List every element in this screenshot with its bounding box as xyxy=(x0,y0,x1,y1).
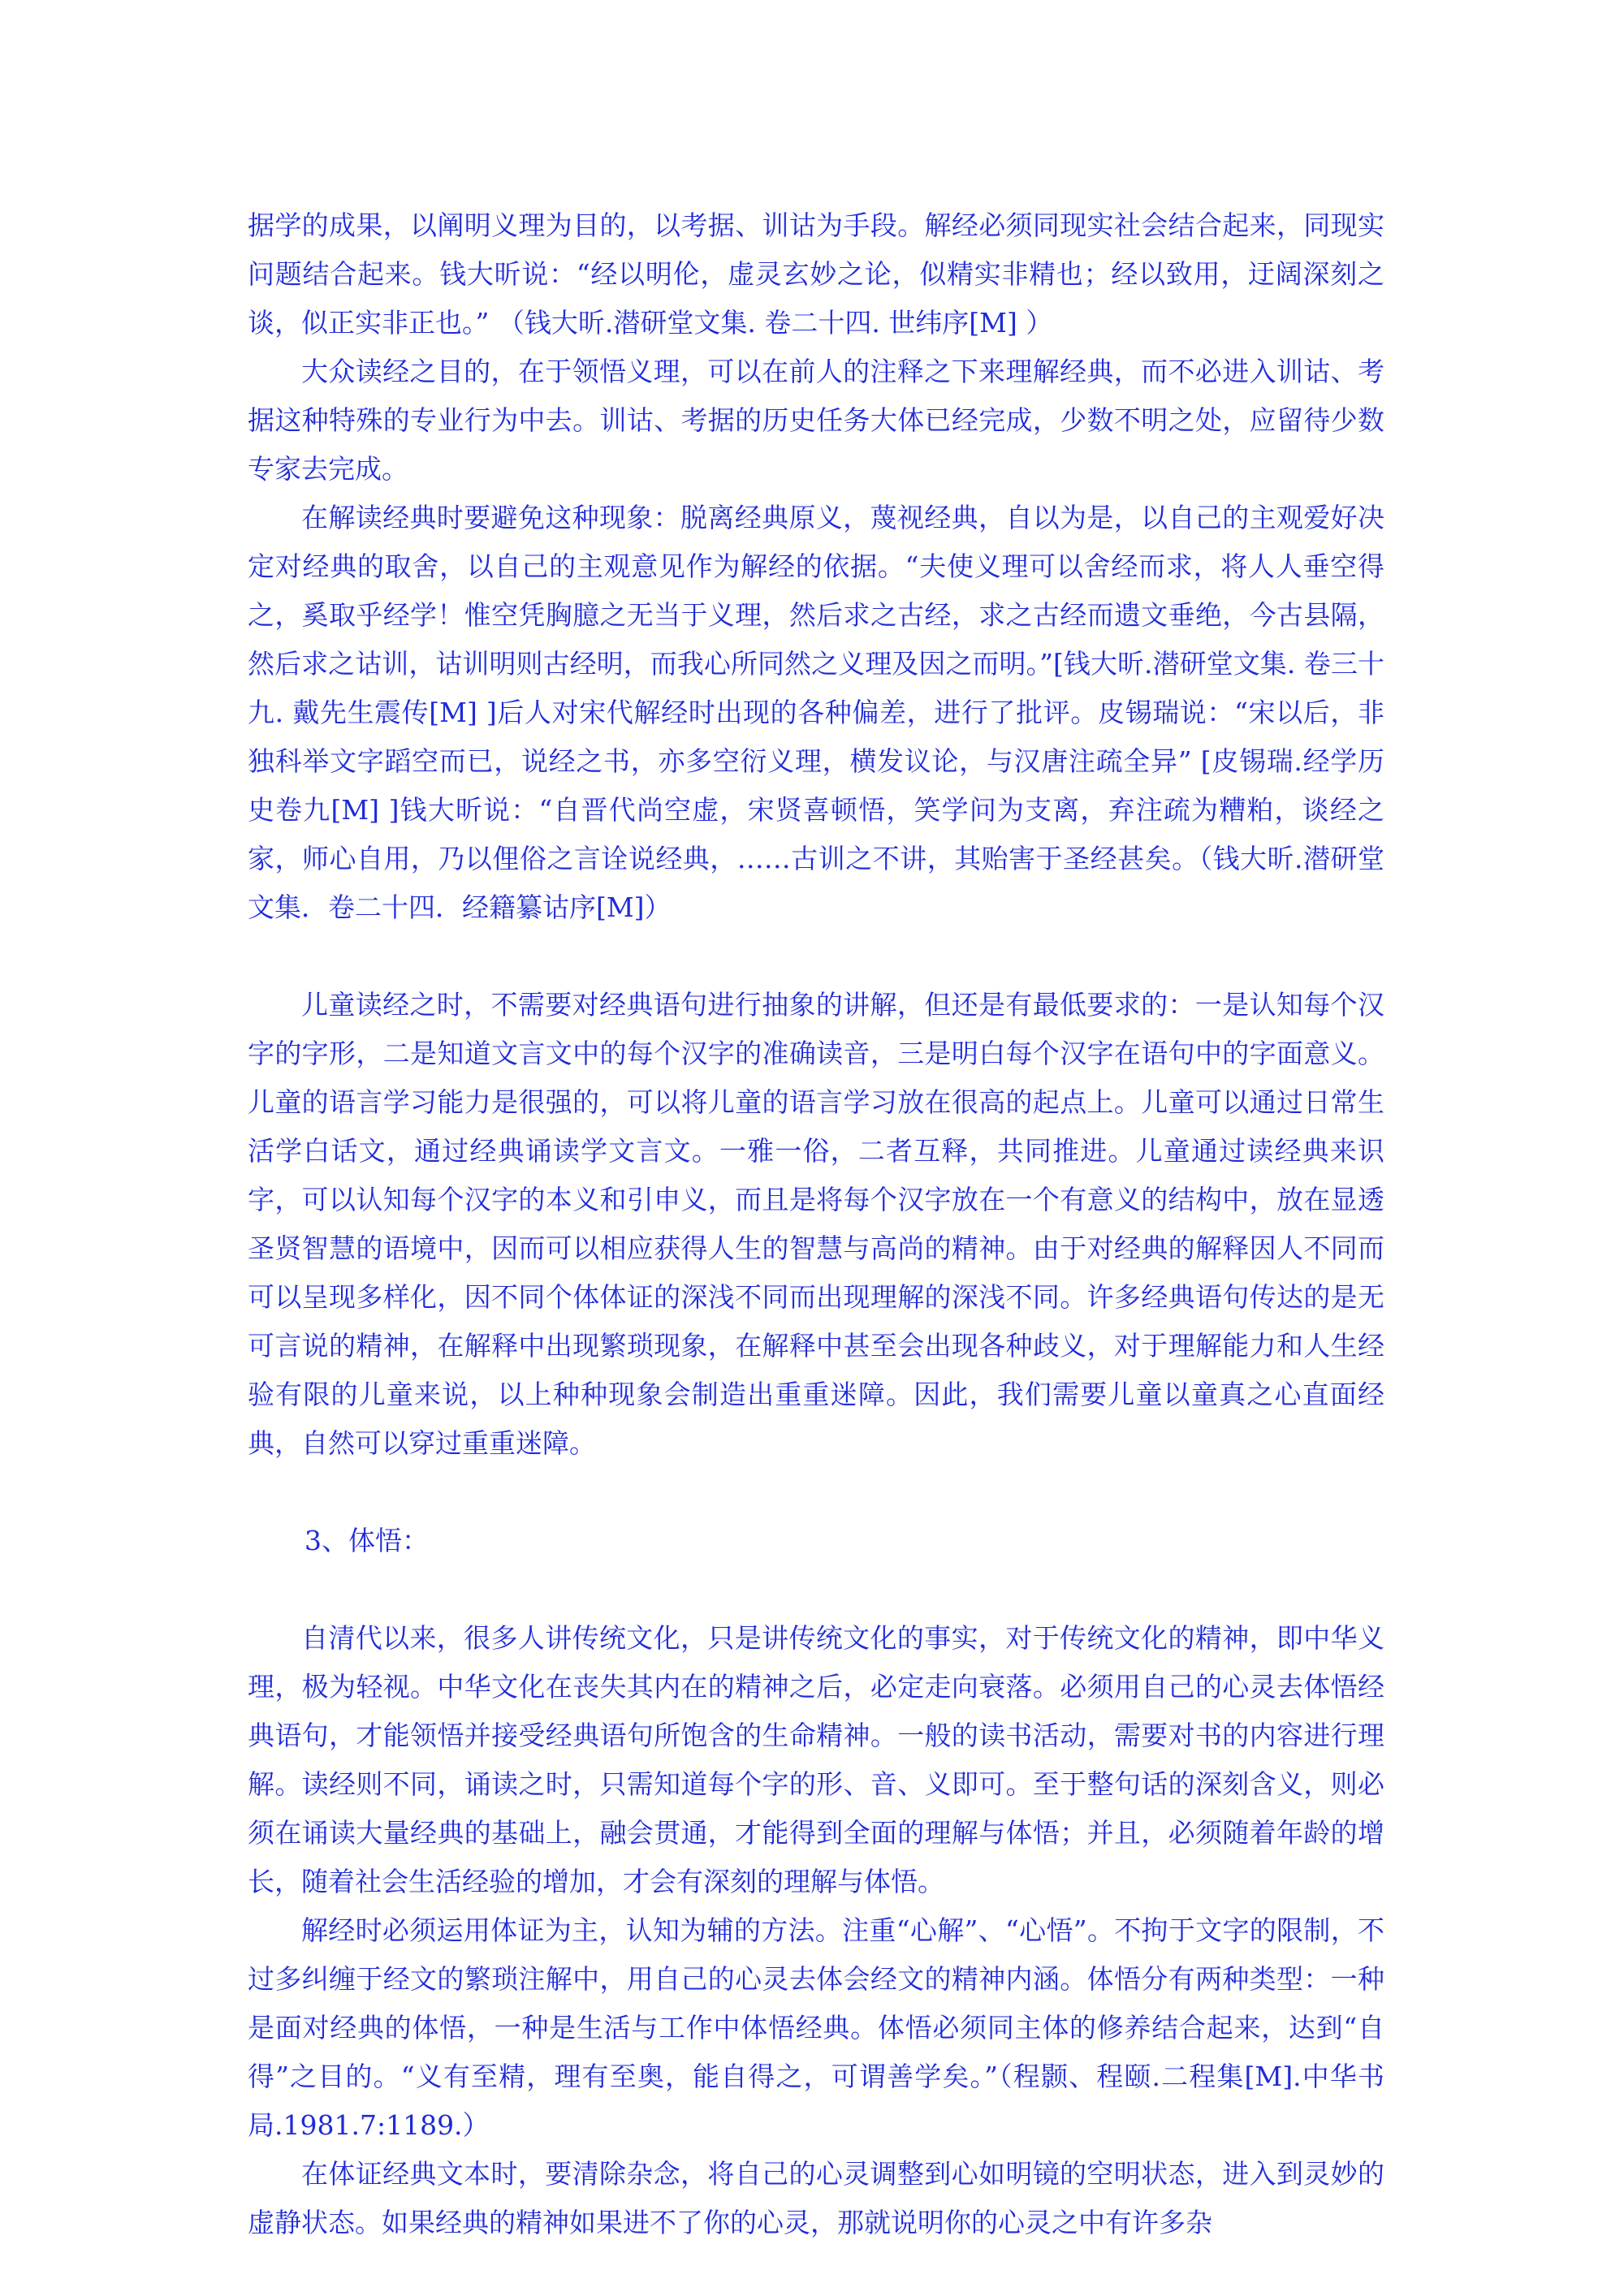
paragraph-qing-dynasty: 自清代以来，很多人讲传统文化，只是讲传统文化的事实，对于传统文化的精神，即中华义理，极为轻视。中华文化在丧失其内在的精神之后，必定走向衰落。必须用自己的心灵去体悟经典语句，才能领悟并接受经典语句所饱含的生命精神。一般的读书活动，需要对书的内容进行理解。读经则不同，诵读之时，只需知道每个字的形、音、义即可。至于整句话的深刻含义，则必须在诵读大量经典的基础上，融会贯通，才能得到全面的理解与体悟；并且，必须随着年龄的增长，随着社会生活经验的增加，才会有深刻的理解与体悟。 xyxy=(248,1622,1384,1897)
paragraph-clear-mind: 在体证经典文本时，要清除杂念，将自己的心灵调整到心如明镜的空明状态，进入到灵妙的虚静状态。如果经典的精神如果进不了你的心灵，那就说明你的心灵之中有许多杂 xyxy=(248,2158,1384,2238)
paragraph-children-reading: 儿童读经之时，不需要对经典语句进行抽象的讲解，但还是有最低要求的：一是认知每个汉字的字形，二是知道文言文中的每个汉字的准确读音，三是明白每个汉字在语句中的字面意义。儿童的语言学习能力是很强的，可以将儿童的语言学习放在很高的起点上。儿童可以通过日常生活学白话文，通过经典诵读学文言文。一雅一俗，二者互释，共同推进。儿童通过读经典来识字，可以认知每个汉字的本义和引申义，而且是将每个汉字放在一个有意义的结构中，放在显透圣贤智慧的语境中，因而可以相应获得人生的智慧与高尚的精神。由于对经典的解释因人不同而可以呈现多样化，因不同个体体证的深浅不同而出现理解的深浅不同。许多经典语句传达的是无可言说的精神，在解释中出现繁琐现象，在解释中甚至会出现各种歧义，对于理解能力和人生经验有限的儿童来说，以上种种现象会制造出重重迷障。因此，我们需要儿童以童真之心直面经典，自然可以穿过重重迷障。 xyxy=(248,989,1384,1459)
document-body xyxy=(248,201,1384,2247)
paragraph-gap xyxy=(248,1565,1384,1614)
paragraph-interpretation-method: 解经时必须运用体证为主，认知为辅的方法。注重“心解”、“心悟”。不拘于文字的限制，不过多纠缠于经文的繁琐注解中，用自己的心灵去体会经文的精神内涵。体悟分有两种类型：一种是面对经典的体悟，一种是生活与工作中体悟经典。体悟必须同主体的修养结合起来，达到“自得”之目的。“义有至精，理有至奥，能自得之，可谓善学矣。”（程颢、程颐.二程集[M].中华书局.1981.7:1189.） xyxy=(248,1914,1384,2141)
paragraph-mass-reading: 大众读经之目的，在于领悟义理，可以在前人的注释之下来理解经典，而不必进入训诂、考据这种特殊的专业行为中去。训诂、考据的历史任务大体已经完成，少数不明之处，应留待少数专家去完成。 xyxy=(248,356,1384,485)
paragraph-gap xyxy=(248,932,1384,981)
paragraph-continuation: 据学的成果，以阐明义理为目的，以考据、训诂为手段。解经必须同现实社会结合起来，同现实问题结合起来。钱大昕说：“经以明伦，虚灵玄妙之论，似精实非精也；经以致用，迂阔深刻之谈，似正实非正也。” （钱大昕.潜研堂文集. 卷二十四. 世纬序[M] ） xyxy=(248,209,1384,339)
section-heading: 3、体悟： xyxy=(304,1525,429,1556)
paragraph-gap xyxy=(248,1468,1384,1517)
paragraph-avoid-misreading: 在解读经典时要避免这种现象：脱离经典原义，蔑视经典，自以为是，以自己的主观爱好决定对经典的取舍，以自己的主观意见作为解经的依据。“夫使义理可以舍经而求，将人人垂空得之，奚取乎经学！惟空凭胸臆之无当于义理，然后求之古经，求之古经而遗文垂绝，今古县隔，然后求之诂训，诂训明则古经明，而我心所同然之义理及因之而明。”[钱大昕.潜研堂文集. 卷三十九. 戴先生震传[M] ]后人对宋代解经时出现的各种偏差，进行了批评。皮锡瑞说：“宋以后，非独科举文字蹈空而已，说经之书，亦多空衍义理，横发议论，与汉唐注疏全异” [皮锡瑞.经学历史卷九[M] ]钱大昕说：“自晋代尚空虚，宋贤喜顿悟，笑学问为支离，弃注疏为糟粕，谈经之家，师心自用，乃以俚俗之言诠说经典，……古训之不讲，其贻害于圣经甚矣。（钱大昕.潜研堂文集．卷二十四．经籍纂诂序[M]） xyxy=(248,502,1384,923)
